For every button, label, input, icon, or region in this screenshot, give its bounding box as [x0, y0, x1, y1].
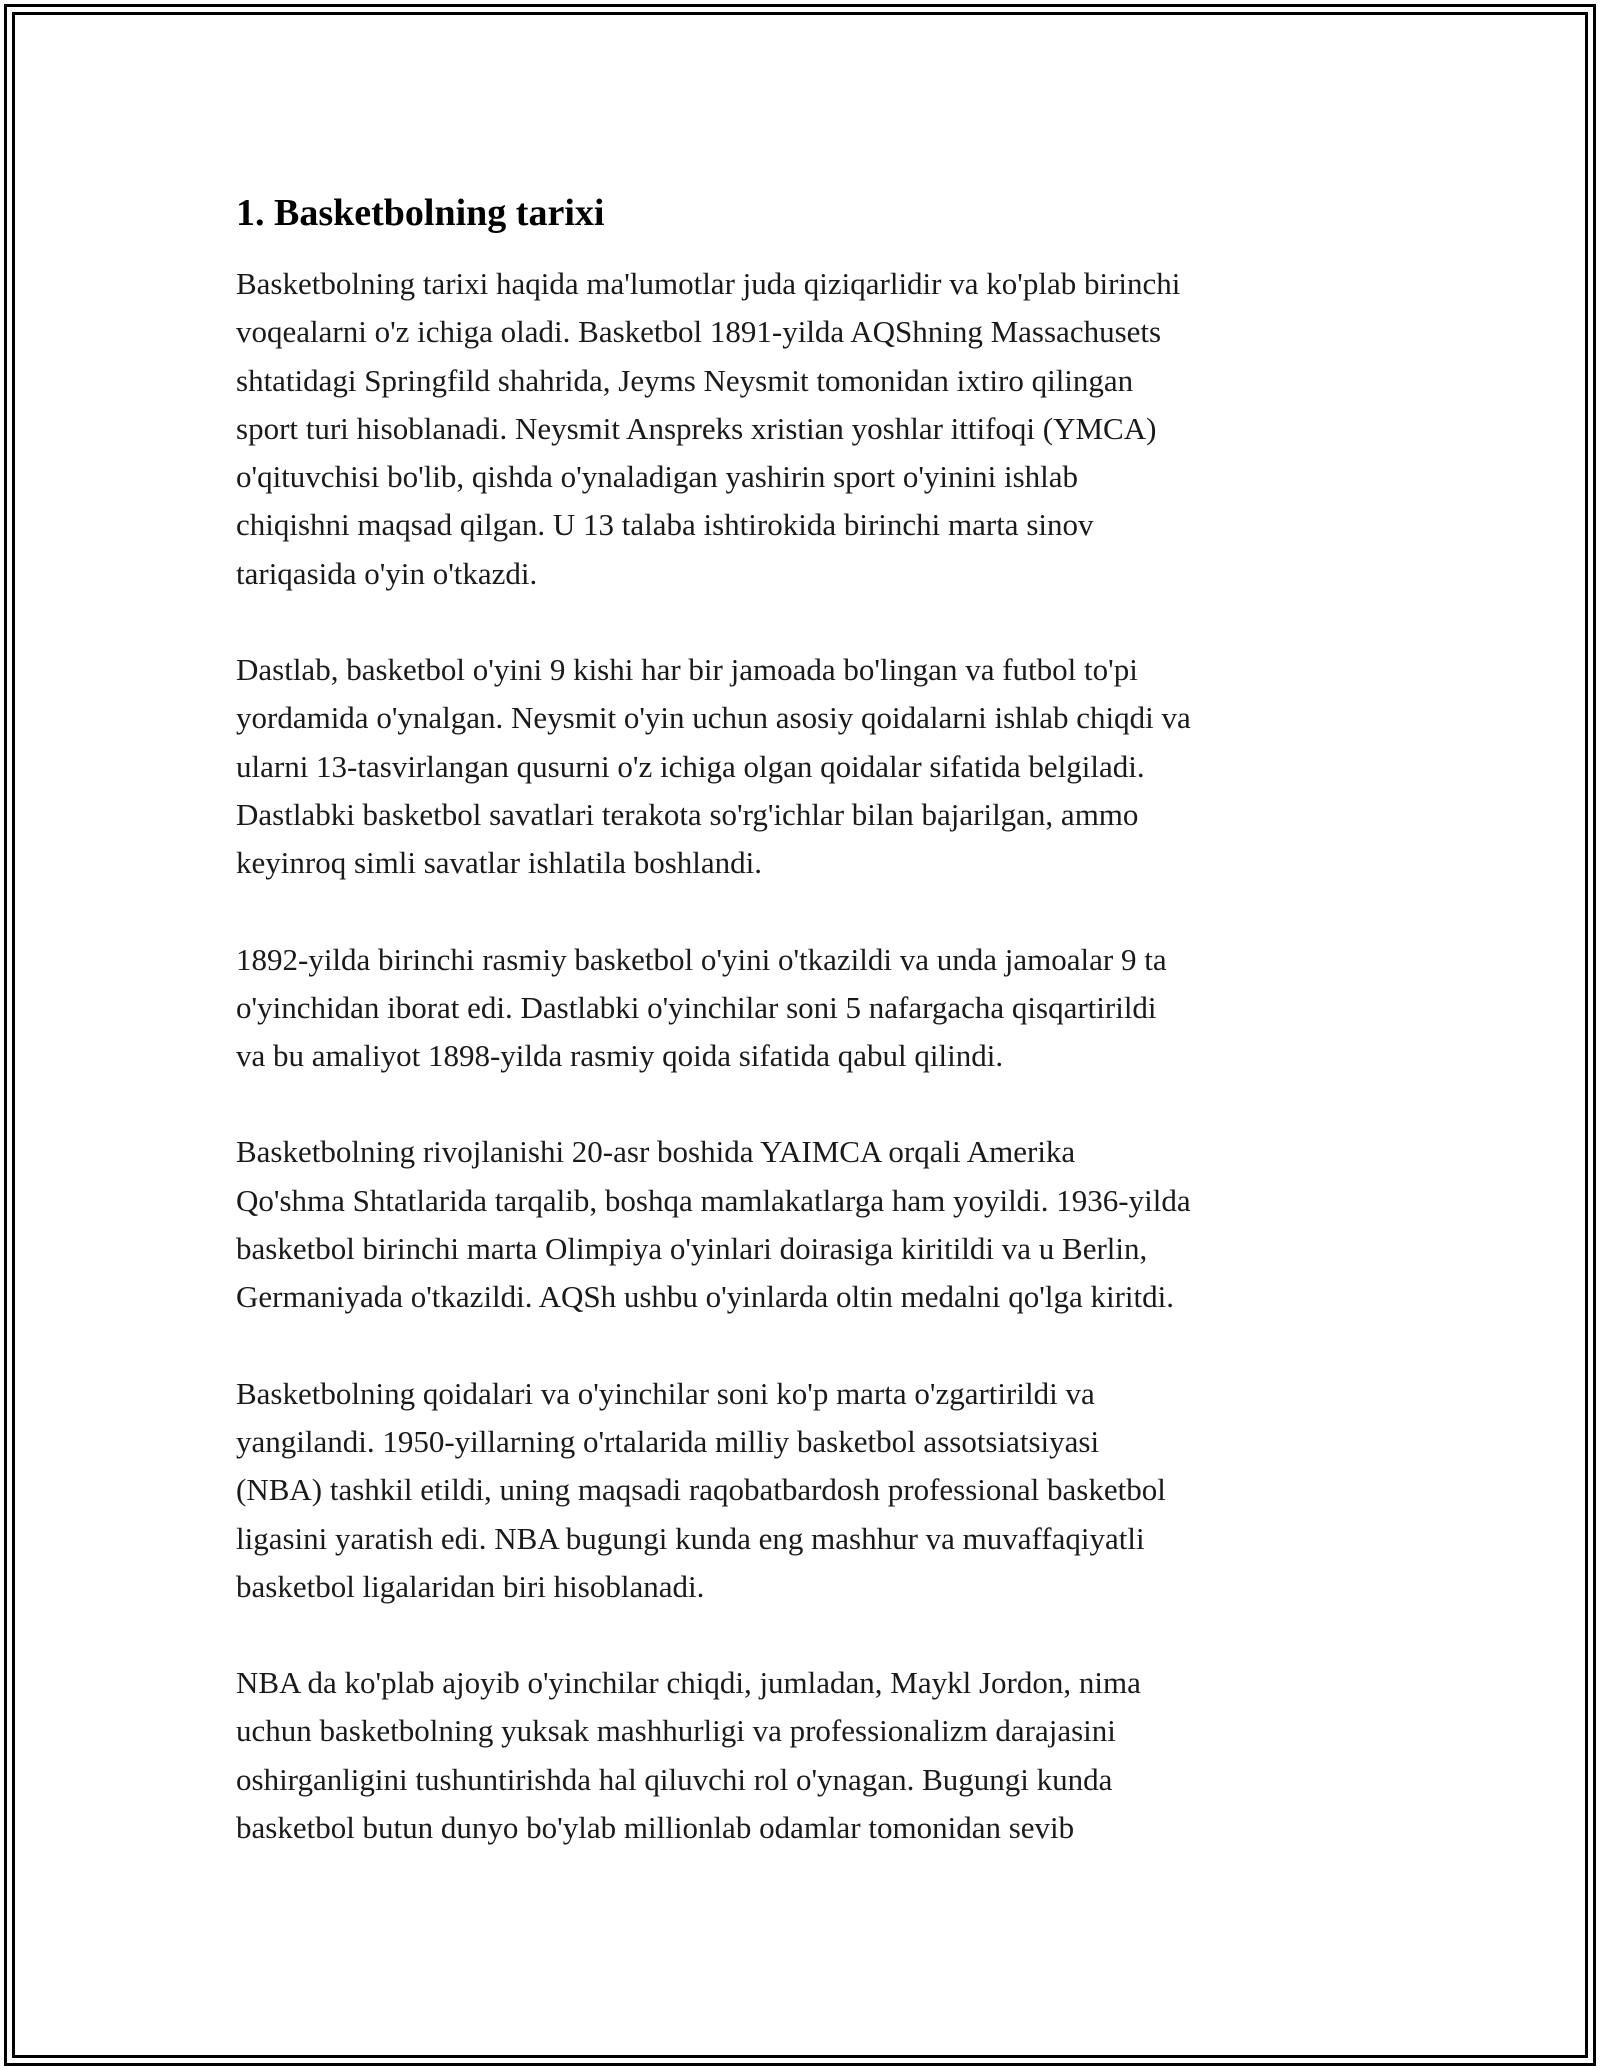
paragraph-line: sport turi hisoblanadi. Neysmit Anspreks xristian yoshlar ittifoqi (YMCA) [236, 410, 1157, 446]
paragraph-line: ligasini yaratish edi. NBA bugungi kunda eng mashhur va muvaffaqiyatli [236, 1520, 1145, 1556]
paragraph-line: voqealarni o'z ichiga oladi. Basketbol 1891-yilda AQShning Massachusets [236, 314, 1162, 350]
paragraph-line: Dastlab, basketbol o'yini 9 kishi har bir jamoada bo'lingan va futbol to'pi [236, 652, 1138, 688]
paragraph [236, 646, 1376, 887]
paragraph-line: uchun basketbolning yuksak mashhurligi va professionalizm darajasini [236, 1713, 1116, 1749]
document-body [236, 186, 1376, 1900]
paragraph-line: yangilandi. 1950-yillarning o'rtalarida milliy basketbol assotsiatsiyasi [236, 1423, 1100, 1459]
paragraph-line: shtatidagi Springfild shahrida, Jeyms Neysmit tomonidan ixtiro qilingan [236, 362, 1134, 398]
paragraph-line: ularni 13-tasvirlangan qusurni o'z ichiga olgan qoidalar sifatida belgiladi. [236, 748, 1145, 784]
paragraph-list [236, 260, 1376, 1852]
paragraph-line: (NBA) tashkil etildi, uning maqsadi raqobatbardosh professional basketbol [236, 1472, 1166, 1508]
paragraph [236, 260, 1376, 598]
paragraph-line: 1892-yilda birinchi rasmiy basketbol o'yini o'tkazildi va unda jamoalar 9 ta [236, 941, 1167, 977]
paragraph-line: keyinroq simli savatlar ishlatila boshlandi. [236, 845, 763, 881]
paragraph-line: oshirganligini tushuntirishda hal qiluvchi rol o'ynagan. Bugungi kunda [236, 1761, 1113, 1797]
paragraph-line: NBA da ko'plab ajoyib o'yinchilar chiqdi, jumladan, Maykl Jordon, nima [236, 1665, 1141, 1701]
paragraph-line: chiqishni maqsad qilgan. U 13 talaba ishtirokida birinchi marta sinov [236, 507, 1094, 543]
paragraph-line: Basketbolning tarixi haqida ma'lumotlar juda qiziqarlidir va ko'plab birinchi [236, 266, 1181, 301]
paragraph-line: basketbol ligalaridan biri hisoblanadi. [236, 1568, 705, 1604]
paragraph [236, 936, 1376, 1081]
paragraph-line: Basketbolning qoidalari va o'yinchilar soni ko'p marta o'zgartirildi va [236, 1375, 1095, 1411]
paragraph-line: basketbol birinchi marta Olimpiya o'yinlari doirasiga kiritildi va u Berlin, [236, 1231, 1148, 1267]
paragraph-line: basketbol butun dunyo bo'ylab millionlab odamlar tomonidan sevib [236, 1810, 1075, 1846]
paragraph [236, 1370, 1376, 1611]
paragraph-line: tariqasida o'yin o'tkazdi. [236, 555, 538, 591]
paragraph-line: Basketbolning rivojlanishi 20-asr boshida YAIMCA orqali Amerika [236, 1134, 1076, 1170]
paragraph-line: yordamida o'ynalgan. Neysmit o'yin uchun asosiy qoidalarni ishlab chiqdi va [236, 700, 1191, 736]
paragraph [236, 1659, 1376, 1852]
paragraph-line: va bu amaliyot 1898-yilda rasmiy qoida sifatida qabul qilindi. [236, 1038, 1004, 1074]
paragraph-line: Dastlabki basketbol savatlari terakota so'rg'ichlar bilan bajarilgan, ammo [236, 796, 1139, 832]
paragraph [236, 1128, 1376, 1321]
paragraph-line: o'yinchidan iborat edi. Dastlabki o'yinchilar soni 5 nafargacha qisqartirildi [236, 989, 1157, 1025]
paragraph-line: o'qituvchisi bo'lib, qishda o'ynaladigan yashirin sport o'yinini ishlab [236, 459, 1079, 495]
paragraph-line: Germaniyada o'tkazildi. AQSh ushbu o'yinlarda oltin medalni qo'lga kiritdi. [236, 1279, 1174, 1315]
section-heading: 1. Basketbolning tarixi [236, 192, 605, 234]
paragraph-line: Qo'shma Shtatlarida tarqalib, boshqa mamlakatlarga ham yoyildi. 1936-yilda [236, 1182, 1191, 1218]
